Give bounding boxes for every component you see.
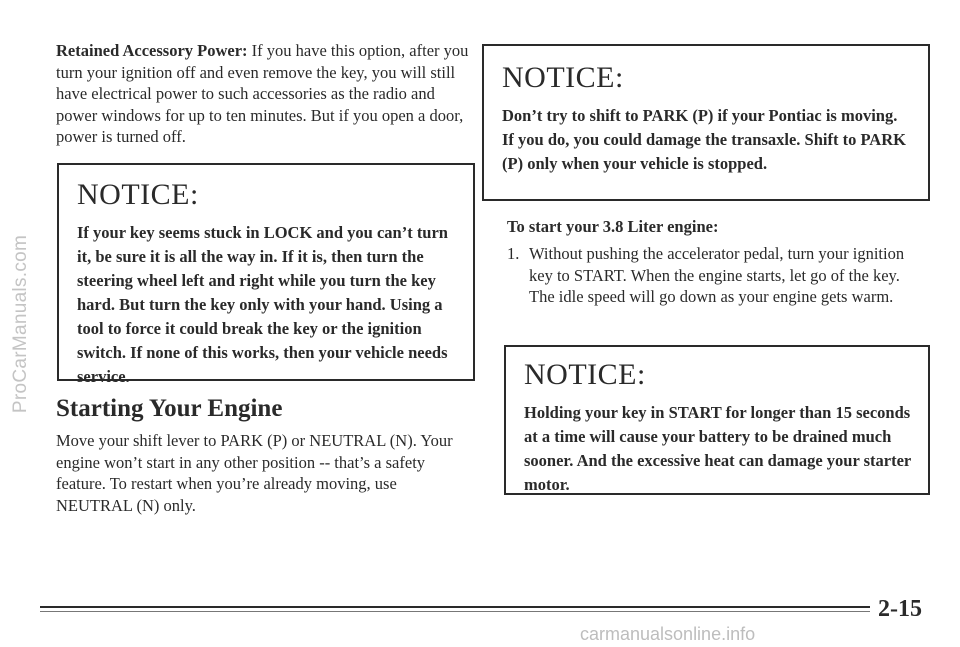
section-body: [56, 430, 476, 516]
section-title: Starting Your Engine: [56, 395, 283, 422]
start-steps-list: [507, 243, 927, 308]
bottom-watermark: carmanualsonline.info: [580, 624, 756, 644]
notice-title: NOTICE:: [524, 358, 646, 391]
side-watermark: [8, 0, 34, 647]
section-body-text: Move your shift lever to PARK (P) or NEUTRAL (N). Your engine won’t start in any other position -- that’s a safety feature. To restart when you’re already moving, use NEUTRAL (N) only.: [56, 431, 453, 515]
list-item: [507, 243, 927, 308]
page-number: 2-15: [878, 596, 922, 622]
notice-box-park: [482, 44, 930, 201]
notice-box-battery: [504, 345, 930, 495]
notice-body: If your key seems stuck in LOCK and you can’t turn it, be sure it is all the way in. If it is, then turn the steering wheel left and right while you turn the key hard. But turn the key only with your hand. Using a tool to force it could break the key or the ignition switch. If none of this works, then your vehicle needs service.: [77, 223, 448, 386]
side-watermark-text: ProCarManuals.com: [10, 234, 31, 413]
footer-rule: [40, 606, 870, 614]
start-engine-heading: To start your 3.8 Liter engine:: [507, 217, 719, 236]
notice-title: NOTICE:: [502, 61, 624, 94]
notice-body: Holding your key in START for longer than 15 seconds at a time will cause your battery to be drained much sooner. And the excessive heat can damage your starter motor.: [524, 403, 911, 494]
step-text: Without pushing the accelerator pedal, turn your ignition key to START. When the engine starts, let go of the key. The idle speed will go down as your engine gets warm.: [529, 244, 905, 306]
notice-body: Don’t try to shift to PARK (P) if your Pontiac is moving. If you do, you could damage the transaxle. Shift to PARK (P) only when your vehicle is stopped.: [502, 106, 906, 173]
step-number: 1.: [507, 244, 520, 263]
intro-paragraph: [56, 40, 476, 148]
intro-label: Retained Accessory Power:: [56, 41, 248, 60]
intro-text: If you have this option, after you turn your ignition off and even remove the key, you will still have electrical power to such accessories as the radio and power windows for up to ten minutes. But if you open a door, power is turned off.: [56, 41, 469, 146]
notice-title: NOTICE:: [77, 178, 199, 211]
notice-box-key-stuck: [57, 163, 475, 386]
